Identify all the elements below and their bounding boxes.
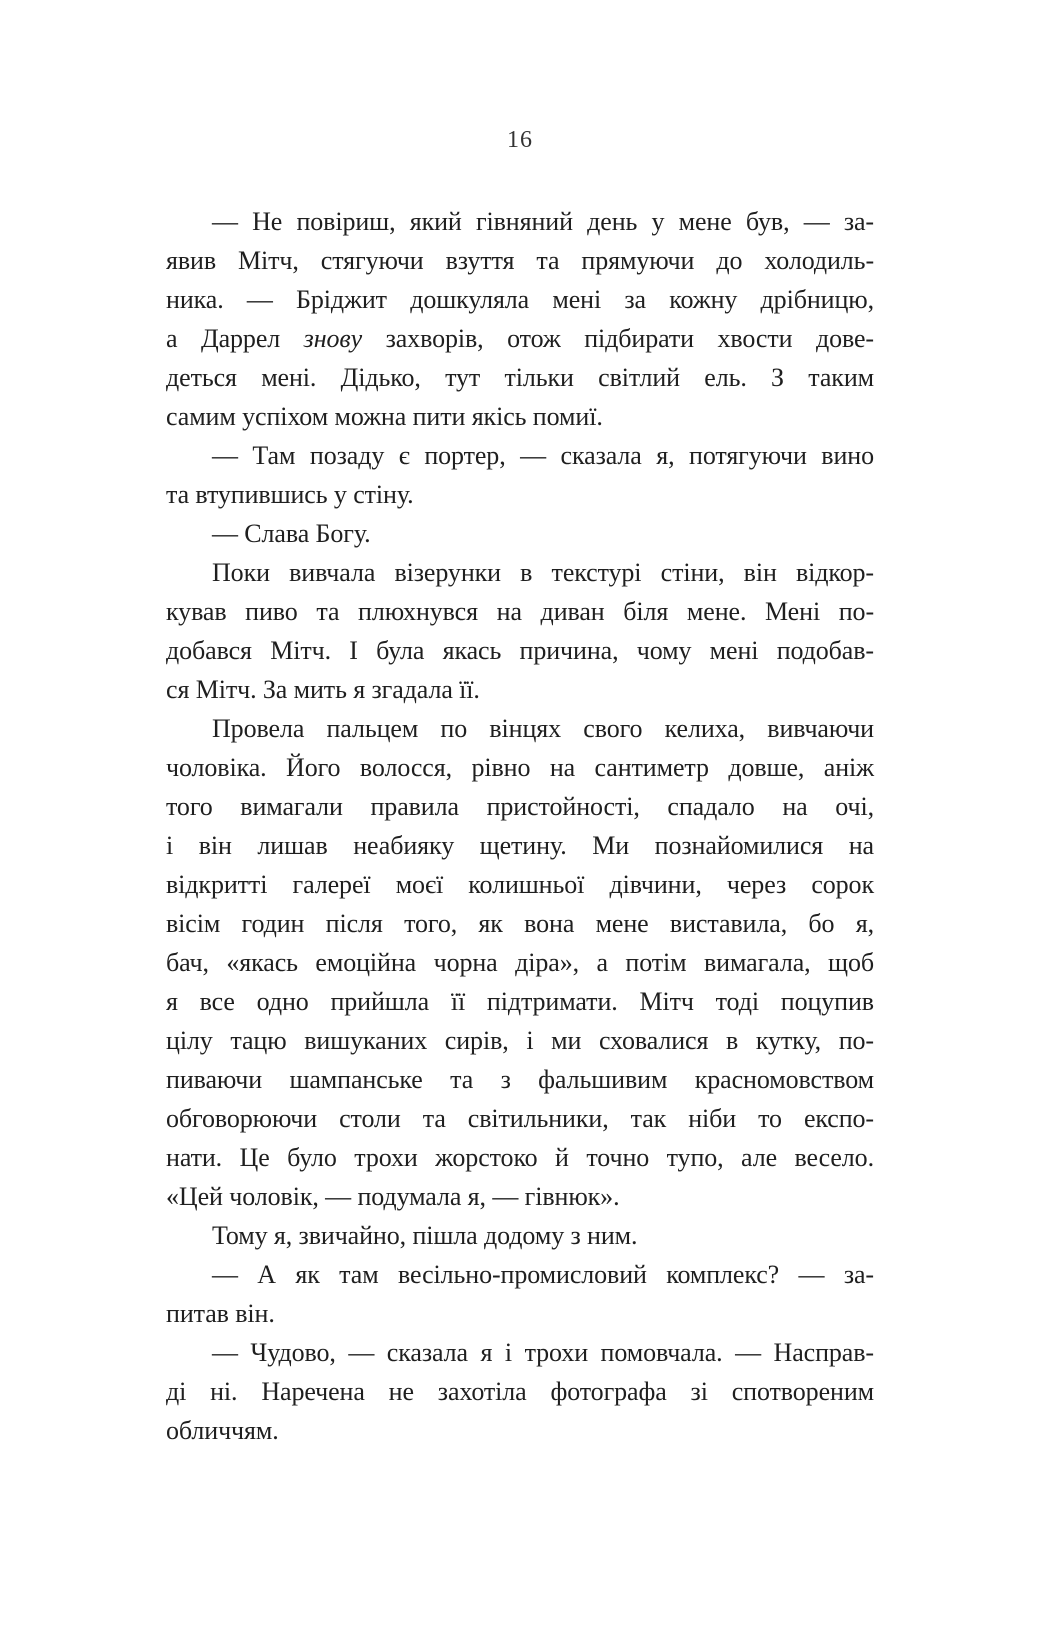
text-segment: ді ні. Наречена не захотіла фотографа зі спотвореним bbox=[166, 1377, 874, 1406]
paragraph bbox=[166, 1216, 874, 1255]
paragraph bbox=[166, 1255, 874, 1333]
text-segment: «Цей чоловік, — подумала я, — гівнюк». bbox=[166, 1182, 620, 1211]
text-line bbox=[166, 592, 874, 631]
text-line bbox=[166, 1333, 874, 1372]
text-line bbox=[166, 943, 874, 982]
text-segment: відкритті галереї моєї колишньої дівчини, через сорок bbox=[166, 870, 874, 899]
text-line bbox=[166, 1372, 874, 1411]
text-line bbox=[166, 397, 874, 436]
text-segment: Провела пальцем по вінцях свого келиха, вивчаючи bbox=[212, 714, 874, 743]
text-segment: добався Мітч. І була якась причина, чому мені подобав- bbox=[166, 636, 874, 665]
text-line bbox=[166, 1099, 874, 1138]
text-segment: я все одно прийшла її підтримати. Мітч тоді поцупив bbox=[166, 987, 874, 1016]
text-line bbox=[166, 787, 874, 826]
text-segment: цілу тацю вишуканих сирів, і ми сховалися в кутку, по- bbox=[166, 1026, 874, 1055]
text-line bbox=[166, 475, 874, 514]
text-segment: ся Мітч. За мить я згадала її. bbox=[166, 675, 480, 704]
text-line bbox=[166, 709, 874, 748]
text-segment: нати. Це було трохи жорстоко й точно тупо, але весело. bbox=[166, 1143, 874, 1172]
text-segment: Тому я, звичайно, пішла додому з ним. bbox=[212, 1221, 638, 1250]
text-line bbox=[166, 358, 874, 397]
text-segment: кував пиво та плюхнувся на диван біля мене. Мені по- bbox=[166, 597, 874, 626]
text-block bbox=[166, 202, 874, 1450]
text-segment: того вимагали правила пристойності, спадало на очі, bbox=[166, 792, 874, 821]
text-line bbox=[166, 670, 874, 709]
text-segment: — Слава Богу. bbox=[212, 519, 371, 548]
text-line bbox=[166, 280, 874, 319]
text-segment: — А як там весільно-промисловий комплекс? — за- bbox=[212, 1260, 874, 1289]
text-segment: і він лишав неабияку щетину. Ми познайомилися на bbox=[166, 831, 874, 860]
text-segment: пиваючи шампанське та з фальшивим красномовством bbox=[166, 1065, 874, 1094]
text-line bbox=[166, 1021, 874, 1060]
text-segment: самим успіхом можна пити якісь помиї. bbox=[166, 402, 603, 431]
text-line bbox=[166, 865, 874, 904]
text-segment: Поки вивчала візерунки в текстурі стіни, він відкор- bbox=[212, 558, 874, 587]
text-segment: — Там позаду є портер, — сказала я, потягуючи вино bbox=[212, 441, 874, 470]
paragraph bbox=[166, 1333, 874, 1450]
text-segment: ника. — Бріджит дошкуляла мені за кожну дрібницю, bbox=[166, 285, 874, 314]
text-segment: обговорюючи столи та світильники, так ніби то експо- bbox=[166, 1104, 874, 1133]
text-line bbox=[166, 1060, 874, 1099]
text-line bbox=[166, 1255, 874, 1294]
text-segment: — Чудово, — сказала я і трохи помовчала. — Насправ- bbox=[212, 1338, 874, 1367]
text-line bbox=[166, 1294, 874, 1333]
text-segment: бач, «якась емоційна чорна діра», а потім вимагала, щоб bbox=[166, 948, 874, 977]
italic-text: знову bbox=[303, 324, 363, 353]
text-segment: явив Мітч, стягуючи взуття та прямуючи до холодиль- bbox=[166, 246, 874, 275]
text-line bbox=[166, 631, 874, 670]
text-line bbox=[166, 1138, 874, 1177]
paragraph bbox=[166, 514, 874, 553]
paragraph bbox=[166, 202, 874, 436]
text-line bbox=[166, 1177, 874, 1216]
paragraph bbox=[166, 709, 874, 1216]
text-line bbox=[166, 241, 874, 280]
text-line bbox=[166, 1216, 874, 1255]
text-line bbox=[166, 202, 874, 241]
text-line bbox=[166, 1411, 874, 1450]
text-line bbox=[166, 826, 874, 865]
text-line bbox=[166, 436, 874, 475]
text-segment: обличчям. bbox=[166, 1416, 279, 1445]
text-segment: — Не повіриш, який гівняний день у мене був, — за- bbox=[212, 207, 874, 236]
text-segment: деться мені. Дідько, тут тільки світлий ель. З таким bbox=[166, 363, 874, 392]
text-line bbox=[166, 748, 874, 787]
text-line bbox=[166, 904, 874, 943]
text-segment: захворів, отож підбирати хвости дове- bbox=[362, 324, 874, 353]
text-segment: питав він. bbox=[166, 1299, 275, 1328]
paragraph bbox=[166, 436, 874, 514]
text-segment: а Даррел bbox=[166, 324, 304, 353]
text-line bbox=[166, 553, 874, 592]
text-segment: та втупившись у стіну. bbox=[166, 480, 414, 509]
text-line bbox=[166, 982, 874, 1021]
paragraph bbox=[166, 553, 874, 709]
text-segment: чоловіка. Його волосся, рівно на сантиметр довше, аніж bbox=[166, 753, 874, 782]
page-number: 16 bbox=[507, 127, 533, 153]
text-segment: вісім годин після того, як вона мене виставила, бо я, bbox=[166, 909, 874, 938]
text-line bbox=[166, 319, 874, 358]
text-line bbox=[166, 514, 874, 553]
